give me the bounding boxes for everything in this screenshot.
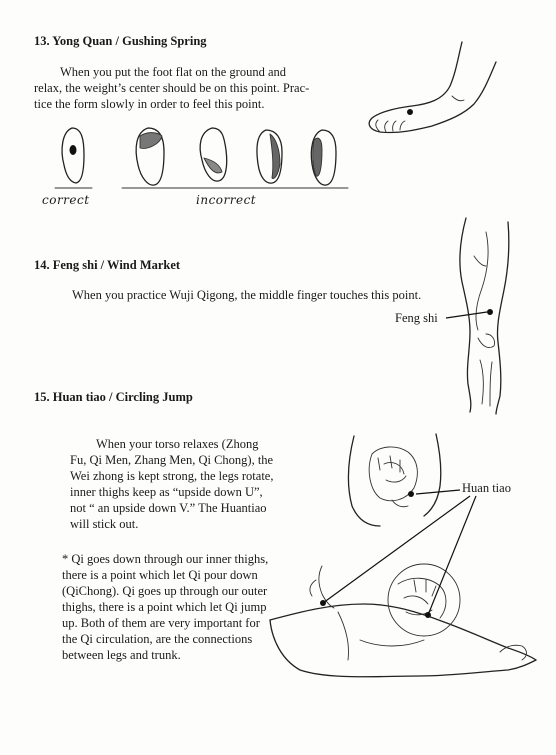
section-15-para-2-line-2: there is a point which let Qi pour down [62, 568, 258, 582]
section-15-para-1-line-5: not “ an upside down V.” The Huantiao [70, 501, 267, 515]
section-15-para-2-line-1: * Qi goes down through our inner thighs, [62, 552, 269, 566]
section-15-para-1-line-2: Fu, Qi Men, Zhang Men, Qi Chong), the [70, 453, 274, 467]
section-15-para-1-line-4: inner thighs keep as “upside down U”, [70, 485, 263, 499]
section-13-heading: 13. Yong Quan / Gushing Spring [34, 34, 207, 48]
feng-shi-label: Feng shi [395, 311, 438, 325]
huan-tiao-label: Huan tiao [462, 481, 511, 495]
section-15-para-2-line-7: between legs and trunk. [62, 648, 181, 662]
label-correct: correct [42, 193, 90, 207]
section-15-para-2-line-6: the Qi circulation, are the connections [62, 632, 253, 646]
label-incorrect: incorrect [196, 193, 257, 207]
section-14-heading: 14. Feng shi / Wind Market [34, 258, 181, 272]
section-15-para-2-line-5: up. Both of them are very important for [62, 616, 260, 630]
section-15-para-2-line-4: thighs, there is a point which let Qi jump [62, 600, 267, 614]
section-13-line-2: relax, the weight’s center should be on this point. Prac- [34, 81, 310, 95]
section-15-heading: 15. Huan tiao / Circling Jump [34, 390, 193, 404]
section-15-para-1-line-3: Wei zhong is kept strong, the legs rotate, [70, 469, 274, 483]
section-15-para-1-line-1: When your torso relaxes (Zhong [96, 437, 259, 451]
section-15-para-1-line-6: will stick out. [70, 517, 139, 531]
section-15-para-2-line-3: (QiChong). Qi goes up through our outer [62, 584, 268, 598]
section-13-line-3: tice the form slowly in order to feel this point. [34, 97, 265, 111]
section-14-text: When you practice Wuji Qigong, the middle finger touches this point. [72, 288, 422, 302]
huan-tiao-point-upper-icon [408, 491, 414, 497]
section-13-line-1: When you put the foot flat on the ground and [60, 65, 286, 79]
